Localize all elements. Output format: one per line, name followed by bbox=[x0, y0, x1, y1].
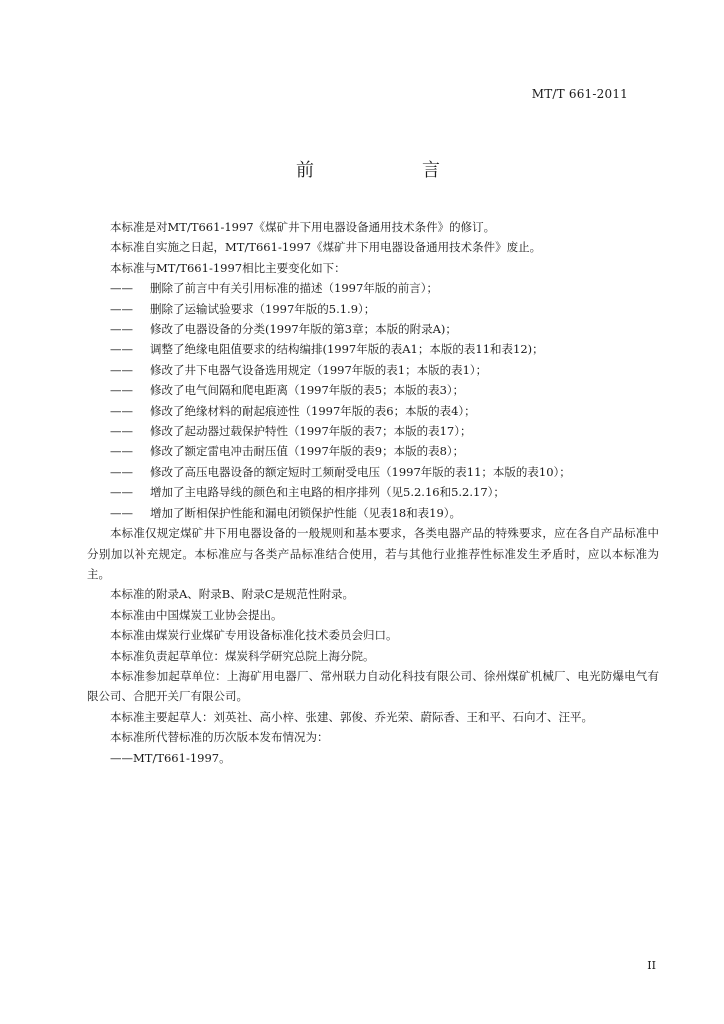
list-item-text: 修改了高压电器设备的额定短时工频耐受电压（1997年版的表11；本版的表10）； bbox=[150, 464, 571, 479]
list-dash: —— bbox=[110, 403, 133, 418]
list-item bbox=[87, 482, 659, 502]
list-dash: —— bbox=[110, 505, 133, 520]
list-dash: —— bbox=[110, 301, 133, 316]
body-paragraph: 本标准主要起草人：刘英社、高小梓、张建、郭俊、乔光荣、蔚际香、王和平、石向才、汪平。 bbox=[110, 709, 593, 724]
list-item bbox=[87, 441, 659, 461]
list-item bbox=[87, 401, 659, 421]
list-dash: —— bbox=[110, 383, 133, 398]
list-item-text: 删除了前言中有关引用标准的描述（1997年版的前言）； bbox=[150, 281, 439, 296]
intro-paragraph: 本标准自实施之日起，MT/T661-1997《煤矿井下用电器设备通用技术条件》废止。 bbox=[110, 240, 542, 255]
document-body bbox=[87, 217, 659, 768]
list-dash: —— bbox=[110, 342, 133, 357]
body-paragraph: 本标准所代替标准的历次版本发布情况为： bbox=[110, 730, 329, 745]
list-item-text: 修改了电器设备的分类(1997年版的第3章；本版的附录A)； bbox=[150, 322, 457, 337]
body-paragraph: 本标准参加起草单位：上海矿用电器厂、常州联力自动化科技有限公司、徐州煤矿机械厂、电光防爆电气有限公司、合肥开关厂有限公司。 bbox=[87, 668, 659, 704]
page-title: 前 言 bbox=[296, 160, 464, 181]
body-paragraph: 本标准的附录A、附录B、附录C是规范性附录。 bbox=[110, 587, 355, 602]
list-item bbox=[87, 339, 659, 359]
body-paragraph: 本标准负责起草单位：煤炭科学研究总院上海分院。 bbox=[110, 648, 375, 663]
list-item-text: 修改了井下电器气设备选用规定（1997年版的表1；本版的表1）； bbox=[150, 362, 488, 377]
list-dash: —— bbox=[110, 464, 133, 479]
list-item-text: 修改了电气间隔和爬电距离（1997年版的表5；本版的表3）； bbox=[150, 383, 465, 398]
intro-paragraph: 本标准与MT/T661-1997相比主要变化如下： bbox=[110, 260, 346, 275]
list-dash: —— bbox=[110, 424, 133, 439]
list-dash: —— bbox=[110, 444, 133, 459]
list-item-text: 修改了起动器过载保护特性（1997年版的表7；本版的表17）； bbox=[150, 424, 472, 439]
list-item bbox=[87, 462, 659, 482]
list-item bbox=[87, 503, 659, 523]
body-paragraph: 本标准仅规定煤矿井下用电器设备的一般规则和基本要求，各类电器产品的特殊要求，应在各自产品标准中分别加以补充规定。本标准应与各类产品标准结合使用，若与其他行业推荐性标准发生矛盾时，应以本标准为主。 bbox=[87, 526, 659, 581]
list-item bbox=[87, 421, 659, 441]
list-item-text: 增加了主电路导线的颜色和主电路的相序排列（见5.2.16和5.2.17）； bbox=[150, 485, 505, 500]
changes-list bbox=[87, 278, 659, 523]
list-item bbox=[87, 299, 659, 319]
document-code: MT/T 661-2011 bbox=[531, 87, 628, 101]
list-dash: —— bbox=[110, 485, 133, 500]
list-item-text: 增加了断相保护性能和漏电闭锁保护性能（见表18和表19）。 bbox=[150, 505, 462, 520]
list-dash: —— bbox=[110, 362, 133, 377]
list-item-text: 修改了绝缘材料的耐起痕迹性（1997年版的表6；本版的表4）； bbox=[150, 403, 476, 418]
list-item-text: 修改了额定雷电冲击耐压值（1997年版的表9；本版的表8）； bbox=[150, 444, 465, 459]
list-item bbox=[87, 319, 659, 339]
page-number: II bbox=[647, 959, 656, 972]
list-item-text: 调整了绝缘电阻值要求的结构编排(1997年版的表A1；本版的表11和表12)； bbox=[150, 342, 544, 357]
list-item bbox=[87, 380, 659, 400]
history-entry: ——MT/T661-1997。 bbox=[110, 750, 231, 765]
body-paragraph: 本标准由煤炭行业煤矿专用设备标准化技术委员会归口。 bbox=[110, 628, 398, 643]
list-dash: —— bbox=[110, 322, 133, 337]
intro-paragraph: 本标准是对MT/T661-1997《煤矿井下用电器设备通用技术条件》的修订。 bbox=[110, 220, 496, 234]
body-paragraph: 本标准由中国煤炭工业协会提出。 bbox=[110, 607, 283, 622]
list-item bbox=[87, 360, 659, 380]
list-dash: —— bbox=[110, 281, 133, 296]
list-item bbox=[87, 278, 659, 298]
list-item-text: 删除了运输试验要求（1997年版的5.1.9）； bbox=[150, 301, 376, 316]
